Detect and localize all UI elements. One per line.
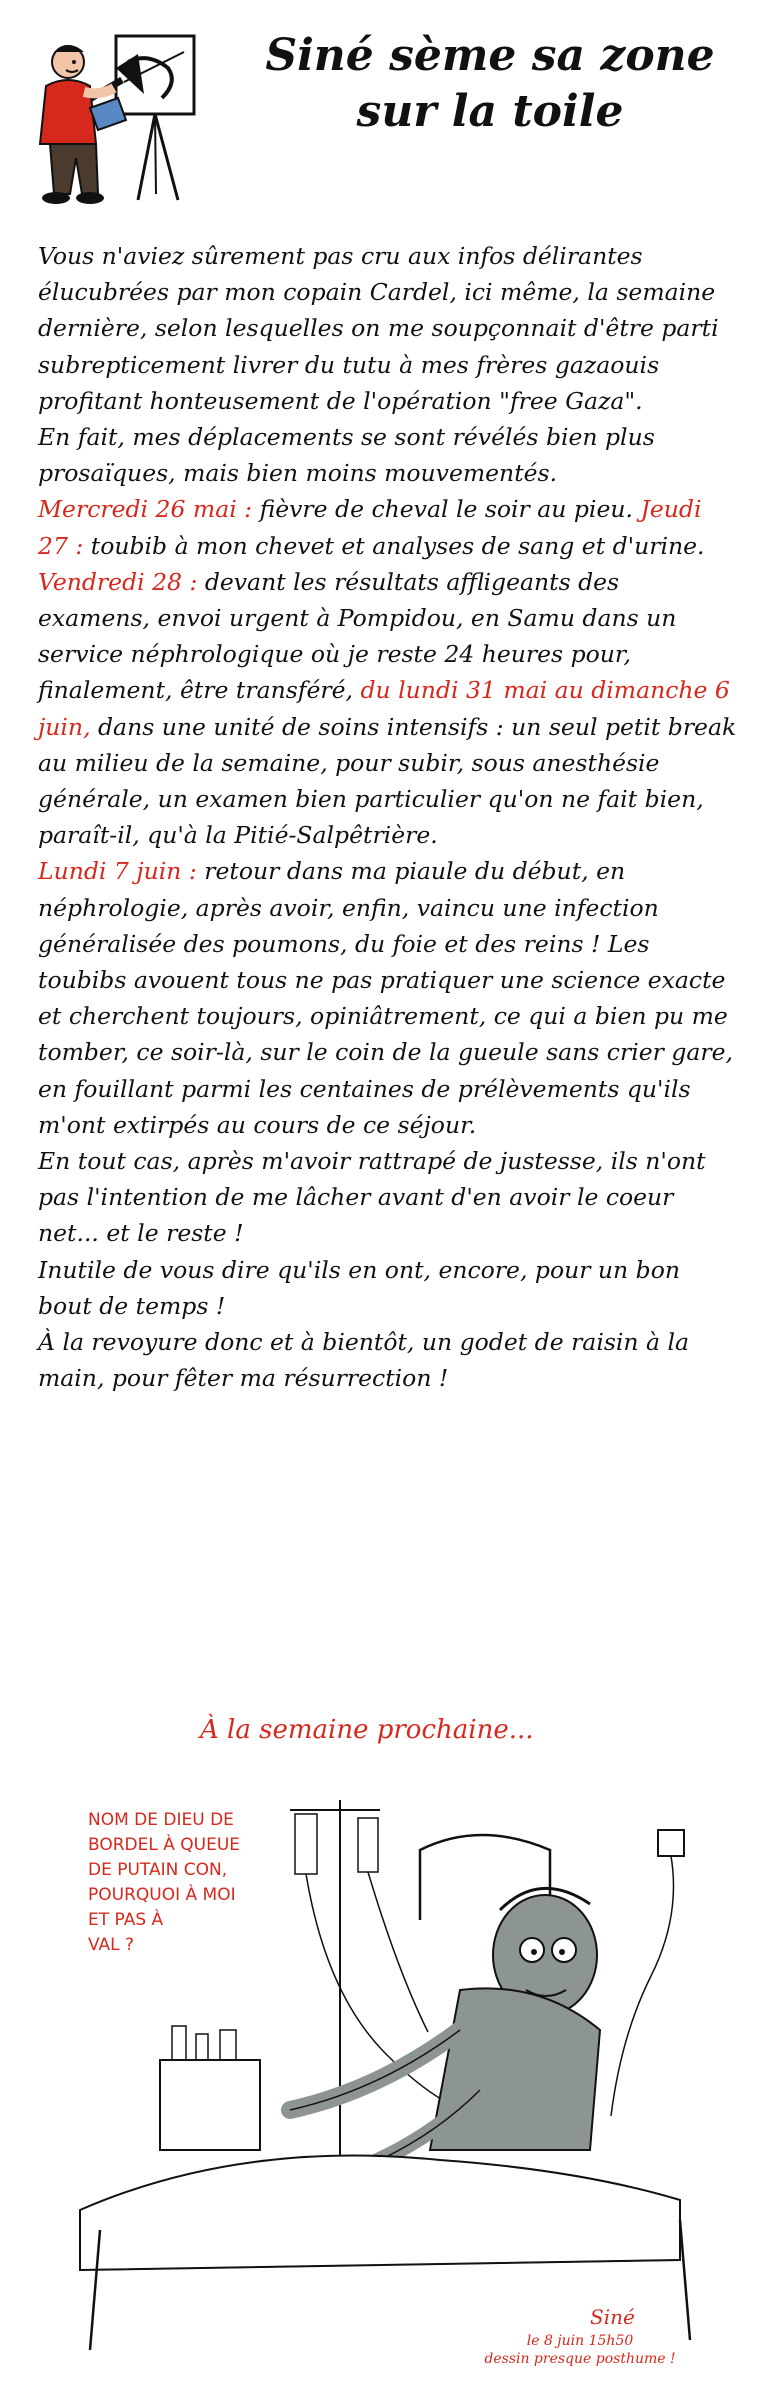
paragraph-travel: En fait, mes déplacements se sont révélés bien plus prosaïques, mais bien moins mouvementés. xyxy=(38,423,655,488)
speech-line: NOM DE DIEU DE xyxy=(88,1810,234,1830)
caption-note: dessin presque posthume ! xyxy=(484,2351,676,2367)
artist-painting-illustration xyxy=(28,22,208,212)
paragraph-intro: Vous n'aviez sûrement pas cru aux infos délirantes élucubrées par mon copain Cardel, ici même, la semaine dernière, selon lesquelles on me soupçonnait d'être parti subrepticement livrer du tutu à mes frères gazaouis profitant honteusement de l'opération "free Gaza". xyxy=(38,242,719,415)
date-lundi: Lundi 7 juin : xyxy=(38,857,197,886)
title-line-2: sur la toile xyxy=(356,86,624,137)
speech-line: BORDEL À QUEUE xyxy=(88,1835,241,1855)
paragraph-inutile: Inutile de vous dire qu'ils en ont, encore, pour un bon bout de temps ! xyxy=(38,1255,680,1320)
paragraph-revoyure: À la revoyure donc et à bientôt, un godet de raisin à la main, pour fêter ma résurrection ! xyxy=(38,1328,690,1393)
text-jeudi: toubib à mon chevet et analyses de sang et d'urine. xyxy=(83,531,705,560)
drawing-caption xyxy=(430,2332,730,2368)
artist-signature: Siné xyxy=(590,2305,635,2329)
article-body xyxy=(38,238,738,1397)
date-range: du lundi 31 mai au dimanche 6 juin, xyxy=(38,676,730,741)
text-lundi: retour dans ma piaule du début, en néphrologie, après avoir, enfin, vaincu une infection généralisée des poumons, du foie et des reins ! Les toubibs avouent tous ne pas pratiquer une science exacte et cherchent toujours, opiniâtrement, ce qui a bien pu me tomber, ce soir-là, sur le coin de la gueule sans crier gare, en fouillant parmi les centaines de prélèvements qu'ils m'ont extirpés au cours de ce séjour. xyxy=(38,857,733,1139)
date-jeudi: Jeudi 27 : xyxy=(38,495,702,560)
caption-date: le 8 juin 15h50 xyxy=(526,2333,634,2349)
page-title xyxy=(240,28,740,140)
text-range: dans une unité de soins intensifs : un seul petit break au milieu de la semaine, pour subir, sous anesthésie générale, un examen bien particulier qu'on ne fait bien, paraît-il, qu'à la Pitié-Salpêtrière. xyxy=(38,712,737,850)
text-mercredi: fièvre de cheval le soir au pieu. xyxy=(252,495,633,524)
sign-off: À la semaine prochaine... xyxy=(200,1715,534,1745)
speech-line: POURQUOI À MOI xyxy=(88,1885,236,1905)
speech-bubble xyxy=(88,1808,288,1958)
paragraph-justesse: En tout cas, après m'avoir rattrapé de justesse, ils n'ont pas l'intention de me lâcher avant d'en avoir le coeur net... et le reste ! xyxy=(38,1147,706,1248)
speech-line: ET PAS À xyxy=(88,1910,164,1930)
paragraph-timeline xyxy=(38,491,738,853)
text-vendredi: devant les résultats affligeants des examens, envoi urgent à Pompidou, en Samu dans un service néphrologique où je reste 24 heures pour, finalement, être transféré, xyxy=(38,567,677,705)
date-vendredi: Vendredi 28 : xyxy=(38,567,198,596)
date-mercredi: Mercredi 26 mai : xyxy=(38,495,253,524)
paragraph-lundi xyxy=(38,853,738,1143)
title-line-1: Siné sème sa zone xyxy=(265,30,715,81)
speech-line: VAL ? xyxy=(88,1935,135,1955)
speech-line: DE PUTAIN CON, xyxy=(88,1860,228,1880)
